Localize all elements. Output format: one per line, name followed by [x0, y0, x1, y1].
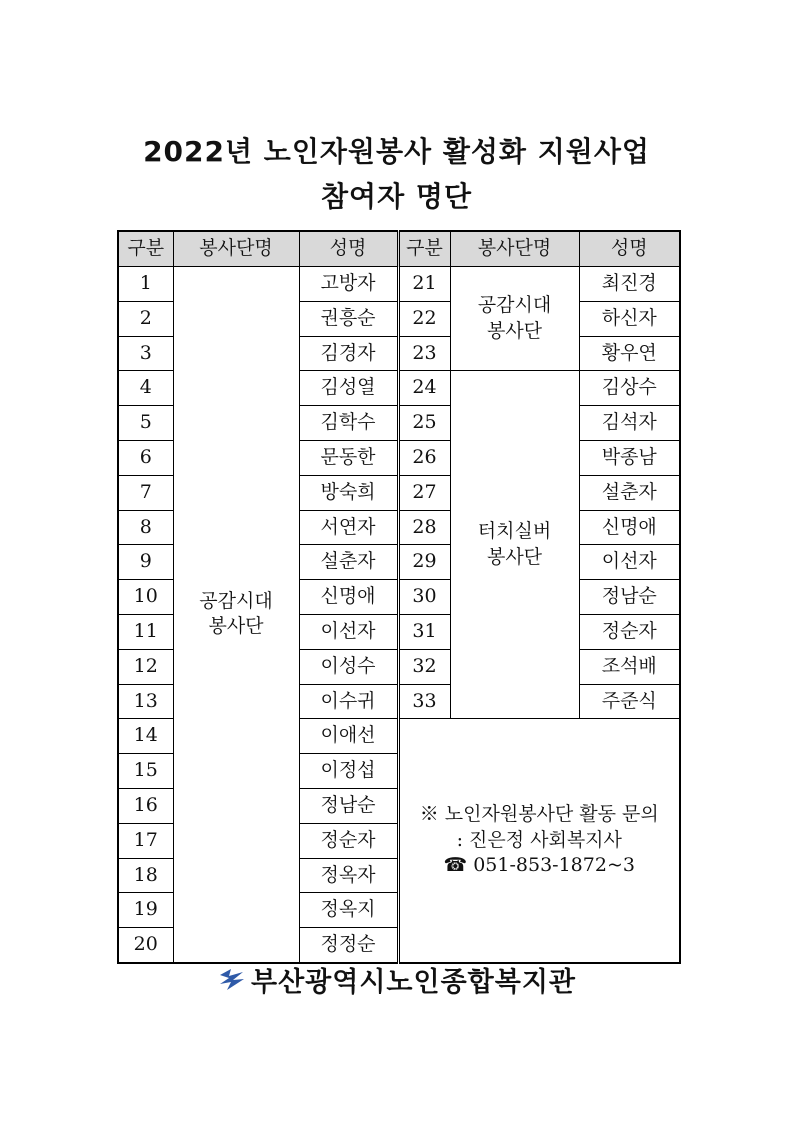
note-phone: ☎ 051-853-1872~3	[443, 854, 635, 877]
participant-name: 신명애	[579, 510, 680, 545]
group-cell: 터치실버 봉사단	[450, 371, 579, 719]
participant-name: 주준식	[579, 684, 680, 719]
contact-note	[398, 719, 680, 963]
participant-name: 서연자	[299, 510, 398, 545]
row-no: 24	[398, 371, 450, 406]
row-no: 4	[118, 371, 173, 406]
row-no: 1	[118, 267, 173, 302]
note-contact: : 진은정 사회복지사	[456, 828, 622, 851]
participant-name: 김성열	[299, 371, 398, 406]
row-no: 21	[398, 267, 450, 302]
participant-table	[117, 230, 681, 964]
row-no: 18	[118, 858, 173, 893]
page-title: 2022년 노인자원봉사 활성화 지원사업	[143, 135, 650, 168]
footer-org-name: 부산광역시노인종합복지관	[251, 967, 576, 998]
row-no: 14	[118, 719, 173, 754]
row-no: 2	[118, 301, 173, 336]
page-subtitle: 참여자 명단	[321, 180, 472, 213]
row-no: 28	[398, 510, 450, 545]
participant-name: 박종남	[579, 440, 680, 475]
header-name: 성명	[579, 231, 680, 267]
table-header-row	[118, 231, 680, 267]
row-no: 6	[118, 440, 173, 475]
row-no: 22	[398, 301, 450, 336]
participant-name: 정옥자	[299, 858, 398, 893]
header-group: 봉사단명	[173, 231, 299, 267]
header-name: 성명	[299, 231, 398, 267]
participant-name: 정정순	[299, 928, 398, 963]
participant-name: 방숙희	[299, 475, 398, 510]
participant-name: 김학수	[299, 406, 398, 441]
welfare-center-logo-icon	[217, 965, 247, 995]
participant-name: 설춘자	[579, 475, 680, 510]
row-no: 10	[118, 580, 173, 615]
participant-name: 정남순	[579, 580, 680, 615]
row-no: 3	[118, 336, 173, 371]
participant-name: 고방자	[299, 267, 398, 302]
participant-name: 이수귀	[299, 684, 398, 719]
row-no: 23	[398, 336, 450, 371]
row-no: 33	[398, 684, 450, 719]
row-no: 13	[118, 684, 173, 719]
row-no: 27	[398, 475, 450, 510]
participant-name: 김경자	[299, 336, 398, 371]
row-no: 12	[118, 649, 173, 684]
header-no: 구분	[118, 231, 173, 267]
participant-name: 정순자	[299, 823, 398, 858]
participant-name: 정남순	[299, 788, 398, 823]
row-no: 29	[398, 545, 450, 580]
row-no: 16	[118, 788, 173, 823]
participant-name: 최진경	[579, 267, 680, 302]
header-group: 봉사단명	[450, 231, 579, 267]
row-no: 20	[118, 928, 173, 963]
participant-name: 정순자	[579, 614, 680, 649]
header-no: 구분	[398, 231, 450, 267]
row-no: 8	[118, 510, 173, 545]
row-no: 26	[398, 440, 450, 475]
row-no: 30	[398, 580, 450, 615]
participant-name: 김상수	[579, 371, 680, 406]
participant-name: 김석자	[579, 406, 680, 441]
participant-name: 이선자	[579, 545, 680, 580]
row-no: 31	[398, 614, 450, 649]
participant-name: 조석배	[579, 649, 680, 684]
participant-name: 황우연	[579, 336, 680, 371]
row-no: 9	[118, 545, 173, 580]
row-no: 11	[118, 614, 173, 649]
row-no: 7	[118, 475, 173, 510]
row-no: 32	[398, 649, 450, 684]
participant-name: 문동한	[299, 440, 398, 475]
row-no: 19	[118, 893, 173, 928]
participant-name: 신명애	[299, 580, 398, 615]
row-no: 5	[118, 406, 173, 441]
group-cell: 공감시대 봉사단	[450, 267, 579, 371]
row-no: 25	[398, 406, 450, 441]
participant-name: 이선자	[299, 614, 398, 649]
participant-name: 권흥순	[299, 301, 398, 336]
row-no: 17	[118, 823, 173, 858]
participant-name: 이애선	[299, 719, 398, 754]
note-line: ※ 노인자원봉사단 활동 문의	[419, 803, 659, 826]
group-cell: 공감시대 봉사단	[173, 267, 299, 963]
participant-name: 이성수	[299, 649, 398, 684]
table-row	[118, 267, 680, 302]
participant-name: 하신자	[579, 301, 680, 336]
footer-org	[0, 960, 793, 999]
participant-name: 설춘자	[299, 545, 398, 580]
participant-name: 이정섭	[299, 754, 398, 789]
row-no: 15	[118, 754, 173, 789]
participant-name: 정옥지	[299, 893, 398, 928]
